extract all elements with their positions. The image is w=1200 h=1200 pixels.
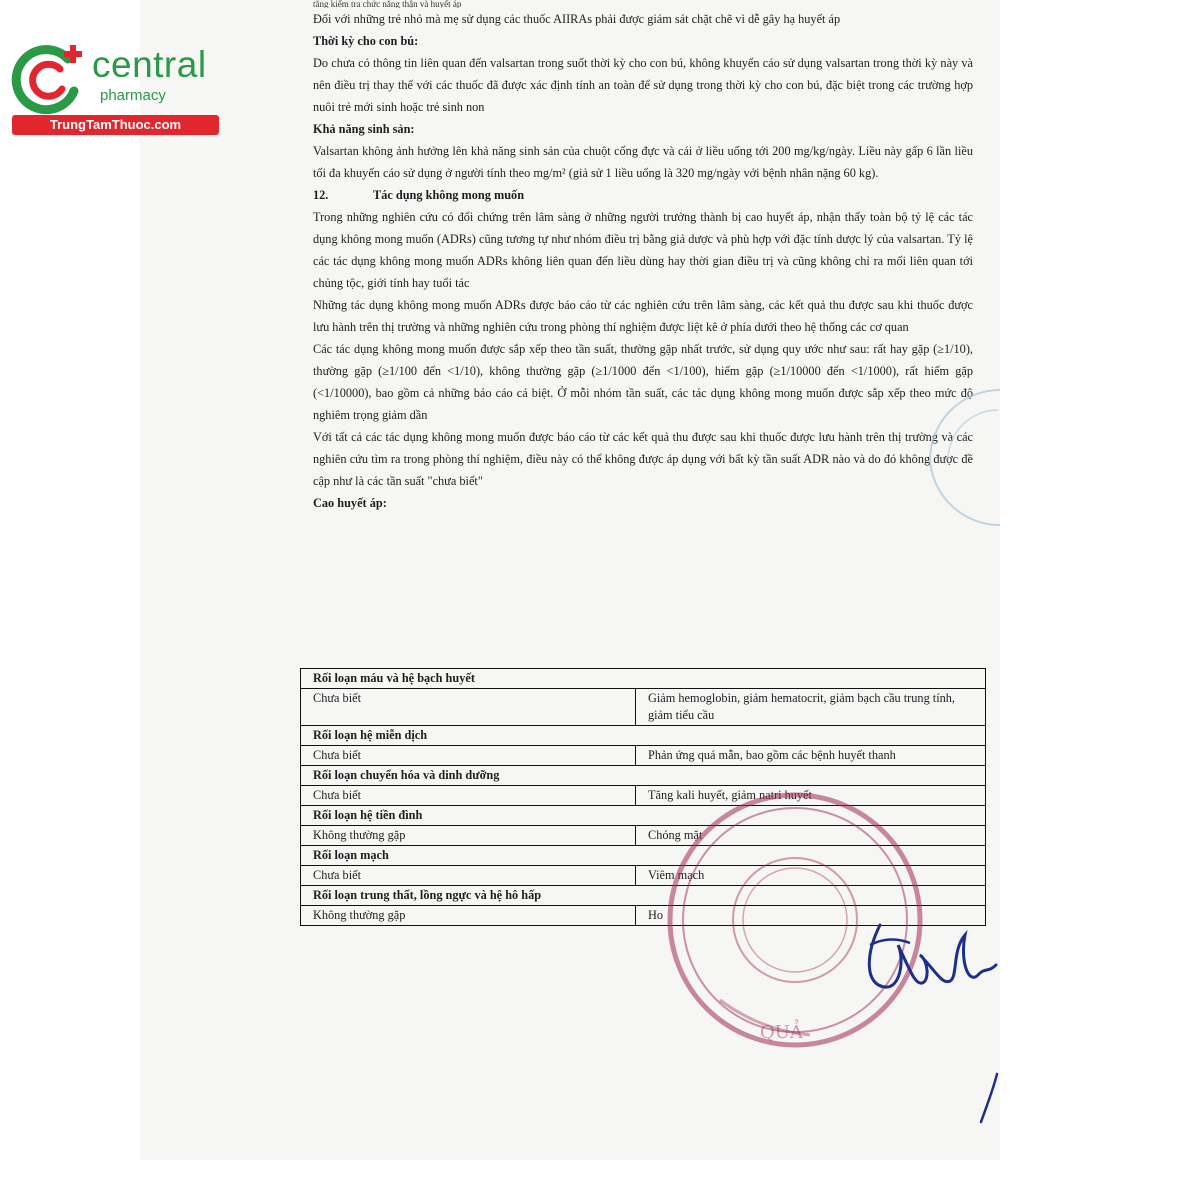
table-category: Rối loạn hệ miễn dịch — [301, 726, 986, 746]
table-category: Rối loạn trung thất, lồng ngực và hệ hô hấp — [301, 886, 986, 906]
frequency-cell: Chưa biết — [301, 689, 636, 726]
frequency-cell: Không thường gặp — [301, 826, 636, 846]
table-category: Rối loạn hệ tiền đình — [301, 806, 986, 826]
heading-hypertension: Cao huyết áp: — [313, 496, 387, 510]
section-heading — [313, 184, 973, 206]
effect-cell: Tăng kali huyết, giảm natri huyết — [636, 786, 986, 806]
paragraph: Trong những nghiên cứu có đối chứng trên lâm sàng ở những người trưởng thành bị cao huyết áp, nhận thấy toàn bộ tỷ lệ các tác dụng không mong muốn (ADRs) cũng tương tự như nhóm điều trị bằng giả dược và phù hợp với đặc tính dược lý của valsartan. Tỷ lệ các tác dụng không mong muốn ADRs không liên quan đến liều dùng hay thời gian điều trị và cũng không chỉ ra mối liên quan tới chủng tộc, giới tính hay tuổi tác — [313, 210, 973, 290]
paragraph: Với tất cả các tác dụng không mong muốn được báo cáo từ các kết quả thu được sau khi thuốc được lưu hành trên thị trường và các nghiên cứu tìm ra trong phòng thí nghiệm, điều này có thể không được áp dụng với bất kỳ tần suất ADR nào và do đó không được đề cập như là các tần suất "chưa biết" — [313, 430, 973, 488]
brand-name: central — [92, 44, 207, 85]
heading-breastfeeding: Thời kỳ cho con bú: — [313, 34, 419, 48]
faint-stamp-mark — [900, 380, 1010, 530]
svg-text:QUẢ: QUẢ — [760, 1022, 803, 1043]
table-category: Rối loạn chuyển hóa và dinh dưỡng — [301, 766, 986, 786]
effect-cell: Chóng mặt — [636, 826, 986, 846]
effect-cell: Ho — [636, 906, 986, 926]
handwritten-signature — [860, 915, 1000, 1005]
frequency-cell: Chưa biết — [301, 786, 636, 806]
paragraph: Những tác dụng không mong muốn ADRs được báo cáo từ các nghiên cứu trên lâm sàng, các kết quả thu được sau khi thuốc được lưu hành trên thị trường và những nghiên cứu trong phòng thí nghiệm được liệt kê ở phía dưới theo hệ thống các cơ quan — [313, 298, 973, 334]
effect-cell: Phản ứng quá mẫn, bao gồm các bệnh huyết thanh — [636, 746, 986, 766]
section-title: Tác dụng không mong muốn — [373, 188, 525, 202]
brand-url: TrungTamThuoc.com — [12, 115, 219, 135]
paragraph: Đối với những trẻ nhỏ mà mẹ sử dụng các thuốc AIIRAs phải được giám sát chặt chẽ vì dễ gây hạ huyết áp — [313, 12, 841, 26]
document-body — [313, 0, 973, 514]
paragraph: Valsartan không ảnh hưởng lên khả năng sinh sản của chuột cống đực và cái ở liều uống tới 200 mg/kg/ngày. Liều này gấp 6 lần liều tối đa khuyến cáo sử dụng ở người tính theo mg/m² (giả sử 1 liều uống là 320 mg/ngày với bệnh nhân nặng 60 kg). — [313, 144, 973, 180]
table-category: Rối loạn mạch — [301, 846, 986, 866]
section-number: 12. — [313, 188, 329, 202]
frequency-cell: Chưa biết — [301, 746, 636, 766]
table-row — [301, 746, 986, 766]
effect-cell: Giảm hemoglobin, giảm hematocrit, giảm bạch cầu trung tính, giảm tiểu cầu — [636, 689, 986, 726]
paragraph: Do chưa có thông tin liên quan đến valsartan trong suốt thời kỳ cho con bú, không khuyến cáo sử dụng valsartan trong thời kỳ này và nên điều trị thay thế với các thuốc đã được xác định tính an toàn để sử dụng trong thời kỳ cho con bú, đặc biệt trong các trường hợp nuôi trẻ mới sinh hoặc trẻ sinh non — [313, 56, 973, 114]
frequency-cell: Chưa biết — [301, 866, 636, 886]
frequency-cell: Không thường gặp — [301, 906, 636, 926]
effect-cell: Viêm mạch — [636, 866, 986, 886]
paragraph: Các tác dụng không mong muốn được sắp xếp theo tần suất, thường gặp nhất trước, sử dụng quy ước như sau: rất hay gặp (≥1/10), thường gặp (≥1/100 đến <1/10), không thường gặp (≥1/1000 đến <1/100), hiếm gặp (≥1/10000 đến <1/1000), rất hiếm gặp (<1/10000), bao gồm cả những báo cáo cá biệt. Ở mỗi nhóm tần suất, các tác dụng không mong muốn được sắp xếp theo mức độ nghiêm trọng giảm dần — [313, 342, 973, 422]
table-category: Rối loạn máu và hệ bạch huyết — [301, 669, 986, 689]
table-row — [301, 689, 986, 726]
brand-subtitle: pharmacy — [100, 87, 166, 104]
heading-fertility: Khả năng sinh sản: — [313, 122, 415, 136]
central-pharmacy-logo[interactable] — [10, 35, 215, 145]
signature-mark — [975, 1070, 1005, 1130]
pharmacy-cross-icon — [10, 39, 90, 117]
clipped-line: tăng kiểm tra chức năng thận và huyết áp — [313, 0, 462, 8]
